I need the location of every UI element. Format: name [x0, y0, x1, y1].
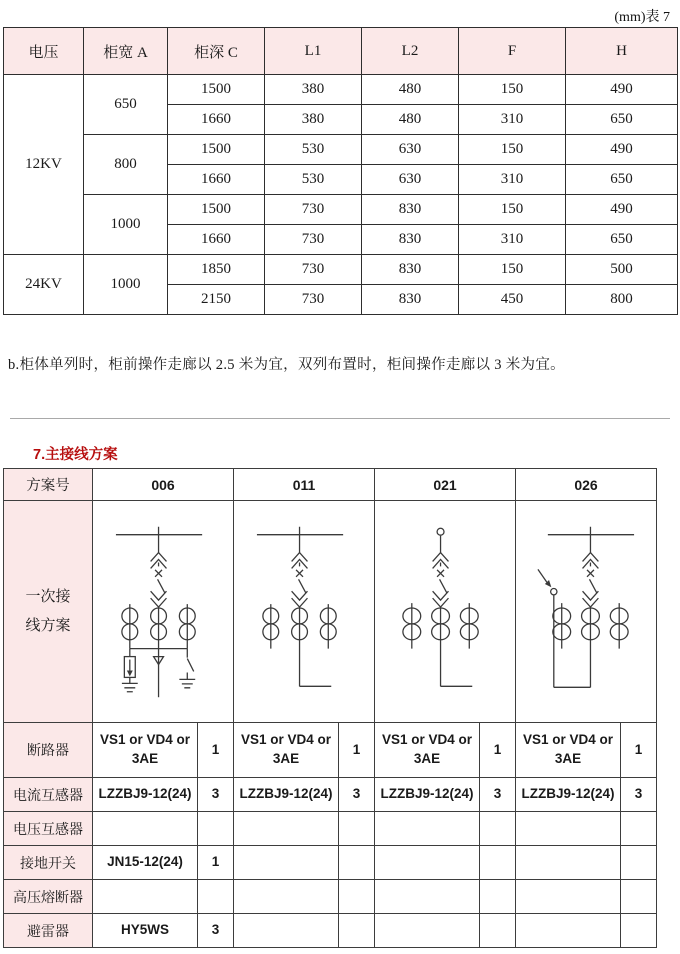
single-line-diagram-021: [375, 502, 515, 722]
value-cell: 150: [459, 75, 566, 105]
feeder-outgoing-icon: [441, 607, 473, 686]
header-cell: 柜宽 A: [84, 28, 168, 75]
circuit-breaker-icon: [433, 552, 449, 607]
circuit-breaker-icon: [583, 552, 599, 607]
spec-row-arrester: [4, 914, 657, 948]
row-label: 接地开关: [4, 846, 93, 880]
single-line-diagram-011: [234, 502, 374, 722]
value-cell: 500: [566, 255, 678, 285]
scheme-number-011: 011: [234, 469, 375, 501]
value-cell: 630: [362, 135, 459, 165]
surge-arrester-icon: [122, 648, 138, 691]
model-cell: [375, 914, 480, 948]
qty-cell: [339, 812, 375, 846]
diagram-row-label: 一次接线方案: [4, 501, 93, 723]
qty-cell: 3: [198, 914, 234, 948]
model-cell: [375, 812, 480, 846]
header-cell: L2: [362, 28, 459, 75]
section-title: 7.主接线方案: [33, 447, 118, 463]
header-cell: L1: [265, 28, 362, 75]
diagram-cell-021: [375, 501, 516, 723]
value-cell: 830: [362, 285, 459, 315]
value-cell: 490: [566, 135, 678, 165]
model-cell: [93, 880, 198, 914]
width-cell: 650: [84, 75, 168, 135]
value-cell: 730: [265, 195, 362, 225]
value-cell: 150: [459, 195, 566, 225]
qty-cell: [480, 812, 516, 846]
feeder-outgoing-icon: [300, 607, 332, 686]
model-cell: [234, 880, 339, 914]
value-cell: 730: [265, 255, 362, 285]
scheme-corner-label: 方案号: [4, 469, 93, 501]
model-cell: [516, 880, 621, 914]
model-cell: LZZBJ9-12(24): [516, 778, 621, 812]
qty-cell: [480, 914, 516, 948]
value-cell: 650: [566, 225, 678, 255]
spec-row-breaker: [4, 723, 657, 778]
table-row: [4, 135, 678, 165]
scheme-number-006: 006: [93, 469, 234, 501]
value-cell: 1660: [168, 105, 265, 135]
diagram-row: [4, 501, 657, 723]
qty-cell: 3: [339, 778, 375, 812]
value-cell: 150: [459, 135, 566, 165]
qty-cell: [198, 812, 234, 846]
model-cell: [516, 846, 621, 880]
qty-cell: [621, 914, 657, 948]
qty-cell: [339, 846, 375, 880]
spec-row-hv-fuse: [4, 880, 657, 914]
qty-cell: 3: [621, 778, 657, 812]
incoming-arrow-icon: [538, 569, 547, 582]
qty-cell: 1: [621, 723, 657, 778]
corridor-note: b.柜体单列时，柜前操作走廊以 2.5 米为宜，双列布置时，柜间操作走廊以 3 米为宜。: [8, 357, 565, 373]
scheme-number-026: 026: [516, 469, 657, 501]
arrester-arrowhead-icon: [127, 670, 133, 676]
model-cell: VS1 or VD4 or 3AE: [234, 723, 339, 778]
row-label: 断路器: [4, 723, 93, 778]
earthing-switch-icon: [179, 648, 195, 687]
value-cell: 650: [566, 105, 678, 135]
value-cell: 310: [459, 225, 566, 255]
qty-cell: [339, 914, 375, 948]
qty-cell: 1: [198, 846, 234, 880]
qty-cell: [621, 880, 657, 914]
model-cell: VS1 or VD4 or 3AE: [93, 723, 198, 778]
model-cell: [93, 812, 198, 846]
terminal-icon: [437, 528, 444, 553]
model-cell: [516, 812, 621, 846]
value-cell: 1660: [168, 225, 265, 255]
circuit-breaker-icon: [151, 552, 167, 607]
model-cell: [234, 812, 339, 846]
header-cell: 柜深 C: [168, 28, 265, 75]
value-cell: 380: [265, 75, 362, 105]
width-cell: 1000: [84, 255, 168, 315]
dimension-table-header: [4, 28, 678, 75]
value-cell: 830: [362, 195, 459, 225]
header-cell: 电压: [4, 28, 84, 75]
value-cell: 800: [566, 285, 678, 315]
width-cell: 1000: [84, 195, 168, 255]
single-line-diagram-006: [93, 502, 233, 722]
value-cell: 2150: [168, 285, 265, 315]
cable-outgoing-icon: [154, 648, 164, 697]
dimension-table: [3, 27, 678, 315]
table-caption: (mm)表 7: [614, 10, 670, 25]
header-cell: H: [566, 28, 678, 75]
voltage-cell: 24KV: [4, 255, 84, 315]
value-cell: 450: [459, 285, 566, 315]
row-label: 高压熔断器: [4, 880, 93, 914]
section-divider: [10, 418, 670, 419]
value-cell: 150: [459, 255, 566, 285]
value-cell: 480: [362, 75, 459, 105]
value-cell: 1500: [168, 195, 265, 225]
qty-cell: [621, 812, 657, 846]
qty-cell: 1: [198, 723, 234, 778]
value-cell: 380: [265, 105, 362, 135]
circuit-breaker-icon: [292, 552, 308, 607]
model-cell: LZZBJ9-12(24): [234, 778, 339, 812]
value-cell: 1660: [168, 165, 265, 195]
qty-cell: [198, 880, 234, 914]
diagram-cell-011: [234, 501, 375, 723]
model-cell: LZZBJ9-12(24): [375, 778, 480, 812]
table-row: [4, 75, 678, 105]
value-cell: 310: [459, 165, 566, 195]
model-cell: [375, 880, 480, 914]
value-cell: 650: [566, 165, 678, 195]
qty-cell: [480, 880, 516, 914]
value-cell: 310: [459, 105, 566, 135]
value-cell: 1850: [168, 255, 265, 285]
voltage-cell: 12KV: [4, 75, 84, 255]
value-cell: 490: [566, 75, 678, 105]
value-cell: 830: [362, 225, 459, 255]
value-cell: 1500: [168, 75, 265, 105]
row-label: 电流互感器: [4, 778, 93, 812]
diagram-cell-026: [516, 501, 657, 723]
current-transformer-icon: [122, 604, 195, 649]
busbar-icon: [257, 526, 343, 553]
value-cell: 730: [265, 285, 362, 315]
table-row: [4, 255, 678, 285]
row-label: 避雷器: [4, 914, 93, 948]
spec-row-voltage-transformer: [4, 812, 657, 846]
model-cell: [516, 914, 621, 948]
value-cell: 490: [566, 195, 678, 225]
value-cell: 830: [362, 255, 459, 285]
width-cell: 800: [84, 135, 168, 195]
value-cell: 530: [265, 135, 362, 165]
value-cell: 630: [362, 165, 459, 195]
model-cell: HY5WS: [93, 914, 198, 948]
busbar-icon: [116, 526, 202, 553]
qty-cell: [339, 880, 375, 914]
busbar-icon: [548, 526, 634, 553]
header-cell: F: [459, 28, 566, 75]
model-cell: VS1 or VD4 or 3AE: [516, 723, 621, 778]
value-cell: 480: [362, 105, 459, 135]
qty-cell: [480, 846, 516, 880]
spec-row-current-transformer: [4, 778, 657, 812]
scheme-number-021: 021: [375, 469, 516, 501]
qty-cell: [621, 846, 657, 880]
scheme-header-row: [4, 469, 657, 501]
row-label: 电压互感器: [4, 812, 93, 846]
qty-cell: 1: [339, 723, 375, 778]
model-cell: [375, 846, 480, 880]
single-line-diagram-026: [516, 502, 656, 722]
model-cell: [234, 846, 339, 880]
scheme-table: [3, 468, 657, 948]
model-cell: LZZBJ9-12(24): [93, 778, 198, 812]
diagram-cell-006: [93, 501, 234, 723]
model-cell: JN15-12(24): [93, 846, 198, 880]
qty-cell: 3: [480, 778, 516, 812]
model-cell: VS1 or VD4 or 3AE: [375, 723, 480, 778]
value-cell: 530: [265, 165, 362, 195]
qty-cell: 3: [198, 778, 234, 812]
value-cell: 1500: [168, 135, 265, 165]
spec-row-earthing-switch: [4, 846, 657, 880]
model-cell: [234, 914, 339, 948]
table-row: [4, 195, 678, 225]
qty-cell: 1: [480, 723, 516, 778]
value-cell: 730: [265, 225, 362, 255]
